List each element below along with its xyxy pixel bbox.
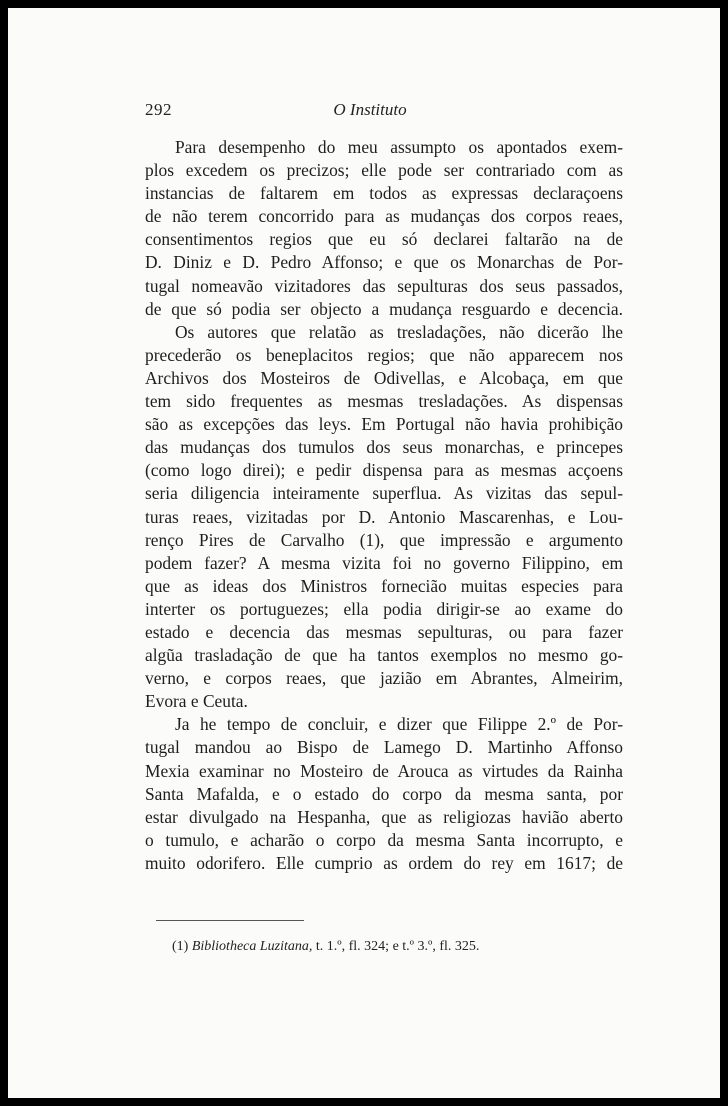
text-line: tugal nomeavão vizitadores das sepulturas dos seus passados, xyxy=(145,275,623,296)
text-line: Archivos dos Mosteiros de Odivellas, e Alcobaça, em que xyxy=(145,367,623,388)
footnote xyxy=(172,939,602,955)
text-line: estado e decencia das mesmas sepulturas, ou para fazer xyxy=(145,621,623,642)
text-line: tugal mandou ao Bispo de Lamego D. Martinho Affonso xyxy=(145,737,623,758)
text-line: de que só podia ser objecto a mudança resguardo e decencia. xyxy=(145,298,623,319)
text-line: estar divulgado na Hespanha, que as religiozas havião aberto xyxy=(145,806,623,827)
text-line: de não terem concorrido para as mudanças dos corpos reaes, xyxy=(145,206,623,227)
text-line: podem fazer? A mesma vizita foi no governo Filippino, em xyxy=(145,552,623,573)
text-line: Para desempenho do meu assumpto os apontados exem- xyxy=(175,137,623,157)
text-line: Evora e Ceuta. xyxy=(145,691,248,712)
text-line: precederão os beneplacitos regios; que não apparecem nos xyxy=(145,344,623,365)
text-line: renço Pires de Carvalho (1), que impressão e argumento xyxy=(145,529,623,550)
text-line: interter os portuguezes; ella podia dirigir-se ao exame do xyxy=(145,598,623,619)
text-line: instancias de faltarem em todos as expressas declaraçoens xyxy=(145,183,623,204)
text-line: (como logo direi); e pedir dispensa para as mesmas acçoens xyxy=(145,460,623,481)
paragraph-2 xyxy=(145,321,623,714)
text-line: Mexia examinar no Mosteiro de Arouca as virtudes da Rainha xyxy=(145,760,623,781)
body-text xyxy=(145,136,623,875)
text-line: plos excedem os precizos; elle pode ser contrariado com as xyxy=(145,160,623,181)
text-line: o tumulo, e acharão o corpo da mesma Santa incorrupto, e xyxy=(145,829,623,850)
text-line: que as ideas dos Ministros fornecião muitas especies para xyxy=(145,575,623,596)
page-header xyxy=(145,100,595,124)
book-page xyxy=(8,8,720,1098)
text-line: são as excepções das leys. Em Portugal não havia prohibição xyxy=(145,414,623,435)
footnote-marker: (1) xyxy=(172,939,189,954)
text-line: seria diligencia inteiramente superflua. As vizitas das sepul- xyxy=(145,483,623,504)
paragraph-3 xyxy=(145,713,623,875)
footnote-reference: t. 1.º, fl. 324; e t.º 3.º, fl. 325. xyxy=(315,939,480,954)
text-line: verno, e corpos reaes, que jazião em Abrantes, Almeirim, xyxy=(145,668,623,689)
text-line: muito odorifero. Elle cumprio as ordem do rey em 1617; de xyxy=(145,852,623,873)
footnote-divider xyxy=(156,920,304,921)
text-line: Santa Mafalda, e o estado do corpo da mesma santa, por xyxy=(145,783,623,804)
text-line: consentimentos regios que eu só declarei faltarão na de xyxy=(145,229,623,250)
footnote-title: Bibliotheca Luzitana, xyxy=(191,939,313,954)
text-line: D. Diniz e D. Pedro Affonso; e que os Monarchas de Por- xyxy=(145,252,623,273)
running-title: O Instituto xyxy=(333,100,407,119)
paragraph-1 xyxy=(145,136,623,321)
text-line: turas reaes, vizitadas por D. Antonio Mascarenhas, e Lou- xyxy=(145,506,623,527)
text-line: Ja he tempo de concluir, e dizer que Filippe 2.º de Por- xyxy=(175,714,623,735)
page-number: 292 xyxy=(145,100,172,119)
text-line: Os autores que relatão as tresladações, não dicerão lhe xyxy=(175,321,623,342)
text-line: algũa trasladação de que ha tantos exemplos no mesmo go- xyxy=(145,645,623,666)
text-line: tem sido frequentes as mesmas tresladações. As dispensas xyxy=(145,391,623,412)
text-line: das mudanças dos tumulos dos seus monarchas, e princepes xyxy=(145,437,623,458)
